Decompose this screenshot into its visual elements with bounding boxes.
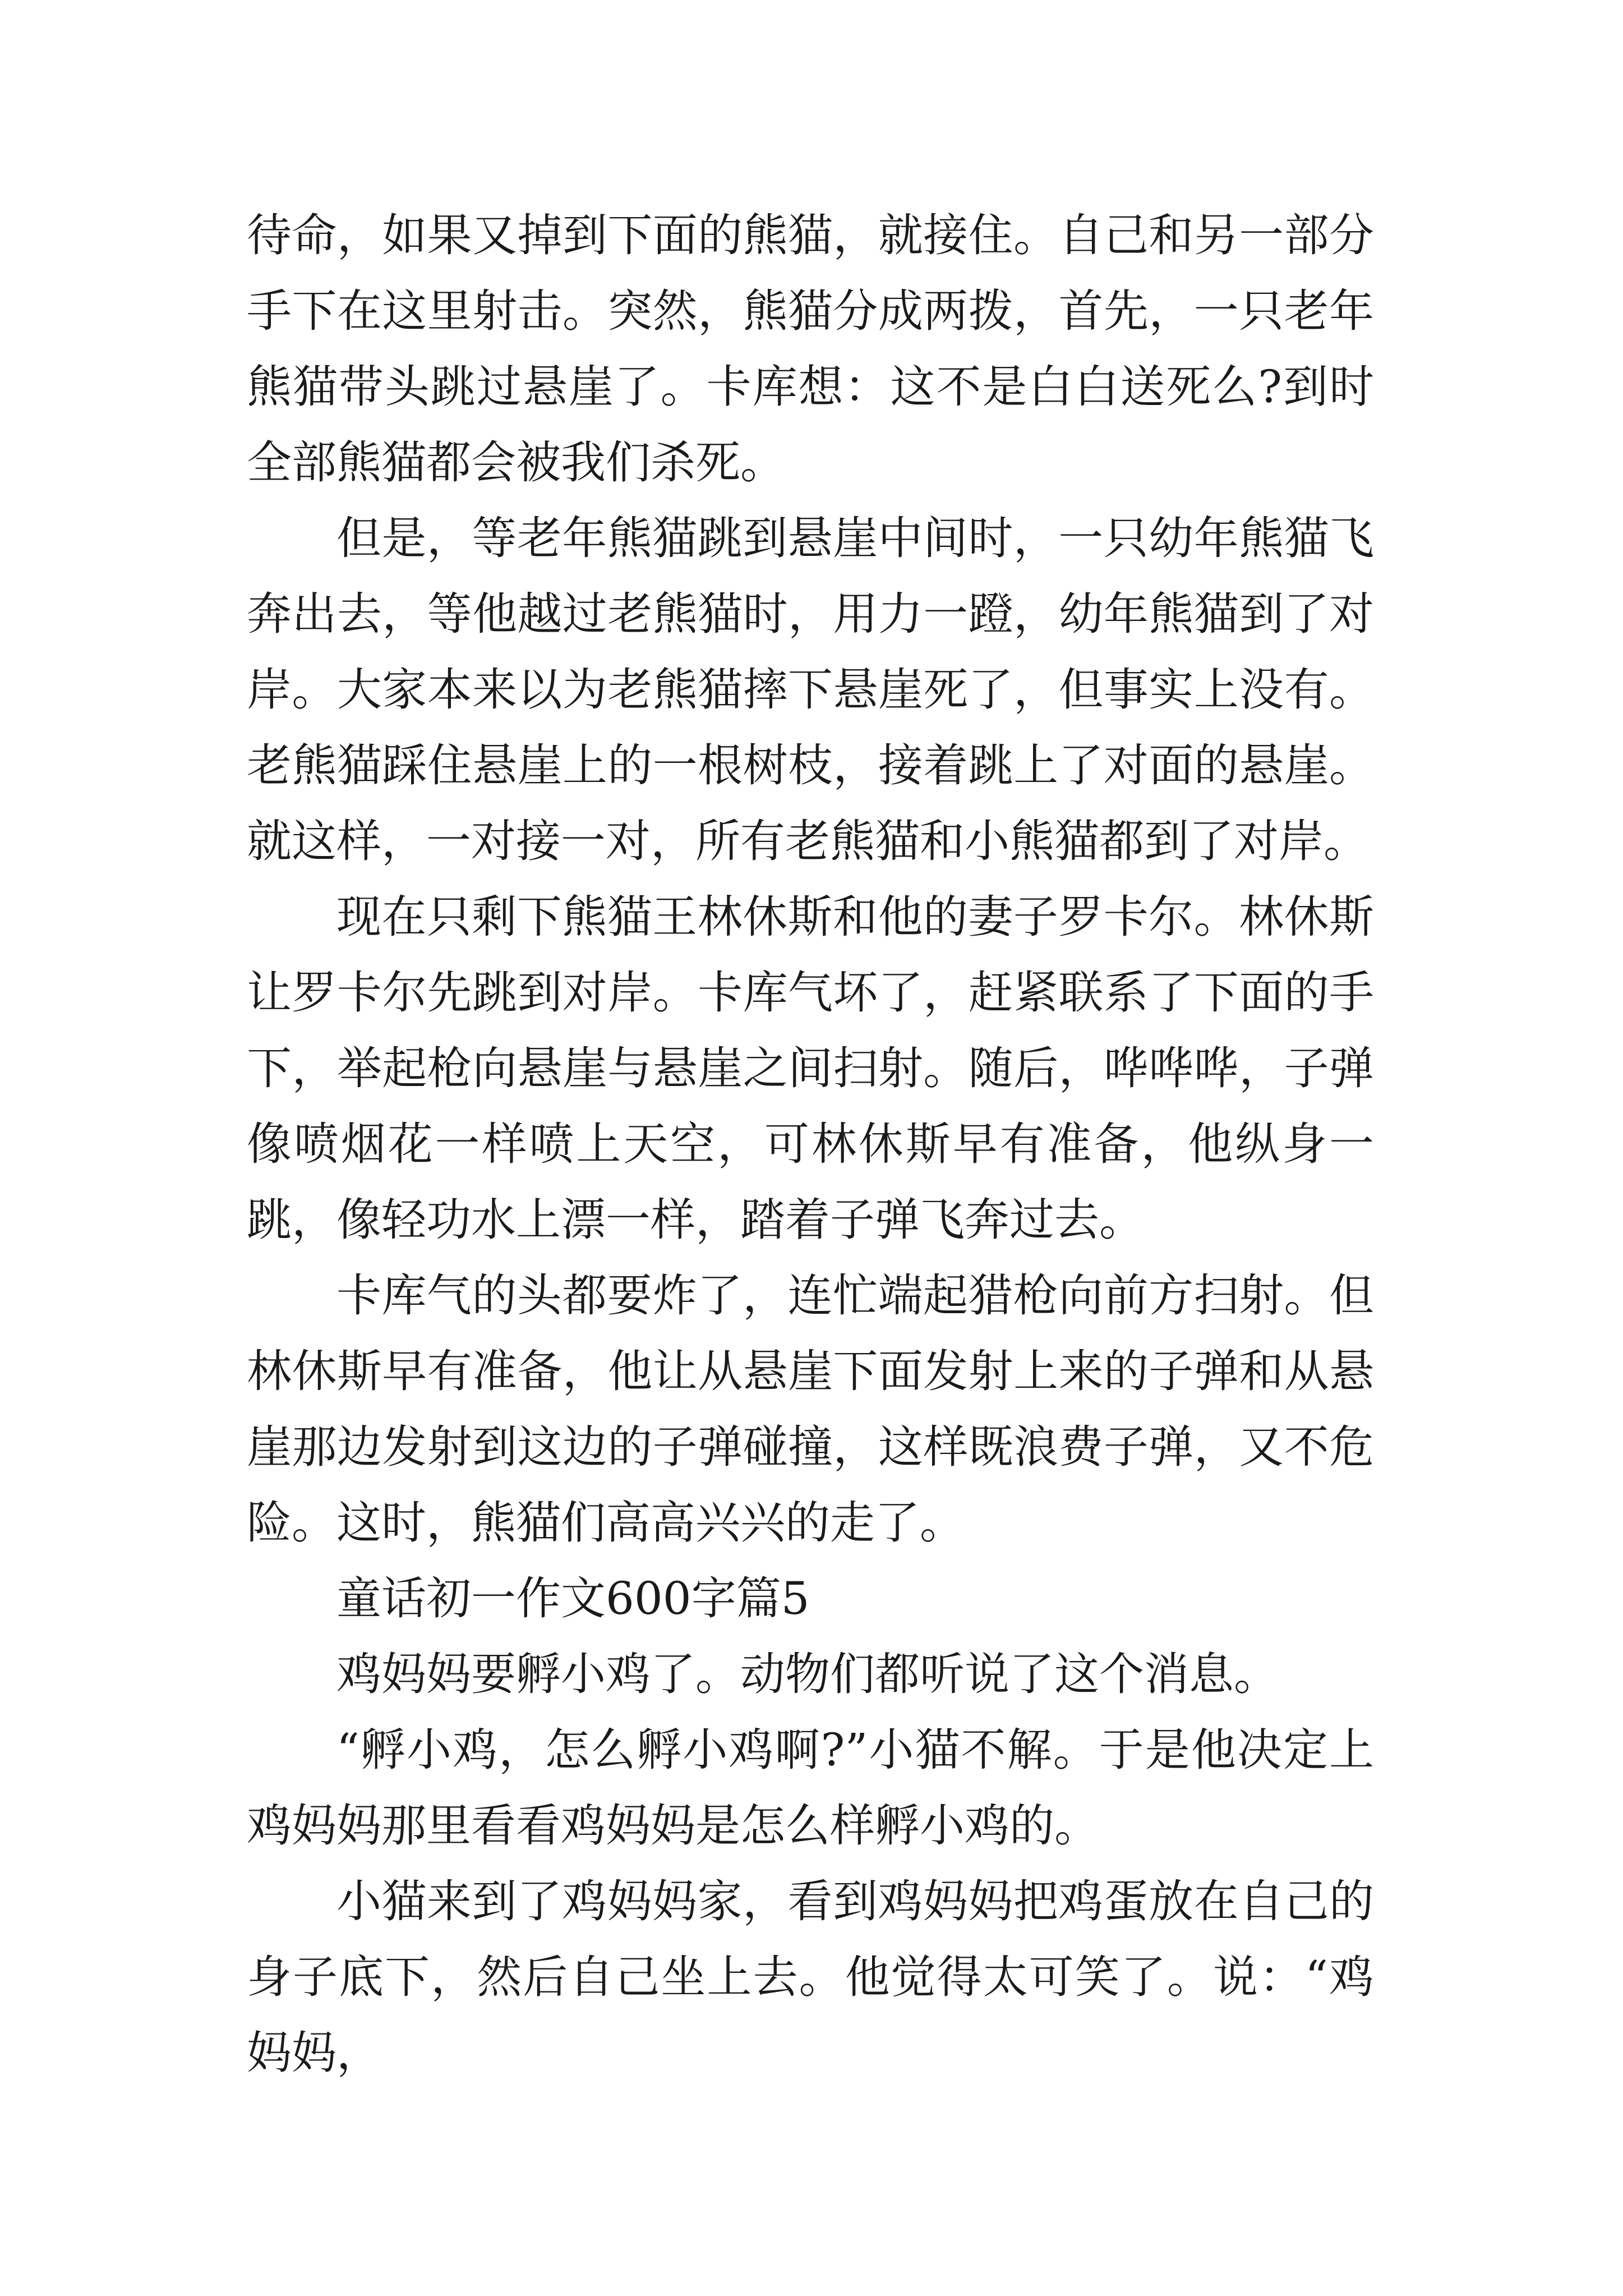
section-heading: 童话初一作文600字篇5 [336, 1572, 810, 1625]
paragraph-7: 小猫来到了鸡妈妈家，看到鸡妈妈把鸡蛋放在自己的身子底下，然后自己坐上去。他觉得太可笑了。说：“鸡妈妈， [247, 1875, 1374, 2079]
paragraph-5: 鸡妈妈要孵小鸡了。动物们都听说了这个消息。 [336, 1648, 1279, 1700]
paragraph-2: 但是，等老年熊猫跳到悬崖中间时，一只幼年熊猫飞奔出去，等他越过老熊猫时，用力一蹬，幼年熊猫到了对岸。大家本来以为老熊猫摔下悬崖死了，但事实上没有。老熊猫踩住悬崖上的一根树枝，接着跳上了对面的悬崖。就这样，一对接一对，所有老熊猫和小熊猫都到了对岸。 [247, 512, 1374, 867]
paragraph-1: 待命，如果又掉到下面的熊猫，就接住。自己和另一部分手下在这里射击。突然，熊猫分成两拨，首先，一只老年熊猫带头跳过悬崖了。卡库想：这不是白白送死么?到时全部熊猫都会被我们杀死。 [247, 209, 1374, 489]
paragraph-4: 卡库气的头都要炸了，连忙端起猎枪向前方扫射。但林休斯早有准备，他让从悬崖下面发射上来的子弹和从悬崖那边发射到这边的子弹碰撞，这样既浪费子弹，又不危险。这时，熊猫们高高兴兴的走了。 [247, 1269, 1374, 1549]
paragraph-6: “孵小鸡，怎么孵小鸡啊?”小猫不解。于是他决定上鸡妈妈那里看看鸡妈妈是怎么样孵小鸡的。 [247, 1724, 1374, 1852]
paragraph-3: 现在只剩下熊猫王林休斯和他的妻子罗卡尔。林休斯让罗卡尔先跳到对岸。卡库气坏了，赶紧联系了下面的手下，举起枪向悬崖与悬崖之间扫射。随后，哗哗哗，子弹像喷烟花一样喷上天空，可林休斯早有准备，他纵身一跳，像轻功水上漂一样，踏着子弹飞奔过去。 [247, 891, 1374, 1246]
document-body [247, 197, 1374, 2091]
